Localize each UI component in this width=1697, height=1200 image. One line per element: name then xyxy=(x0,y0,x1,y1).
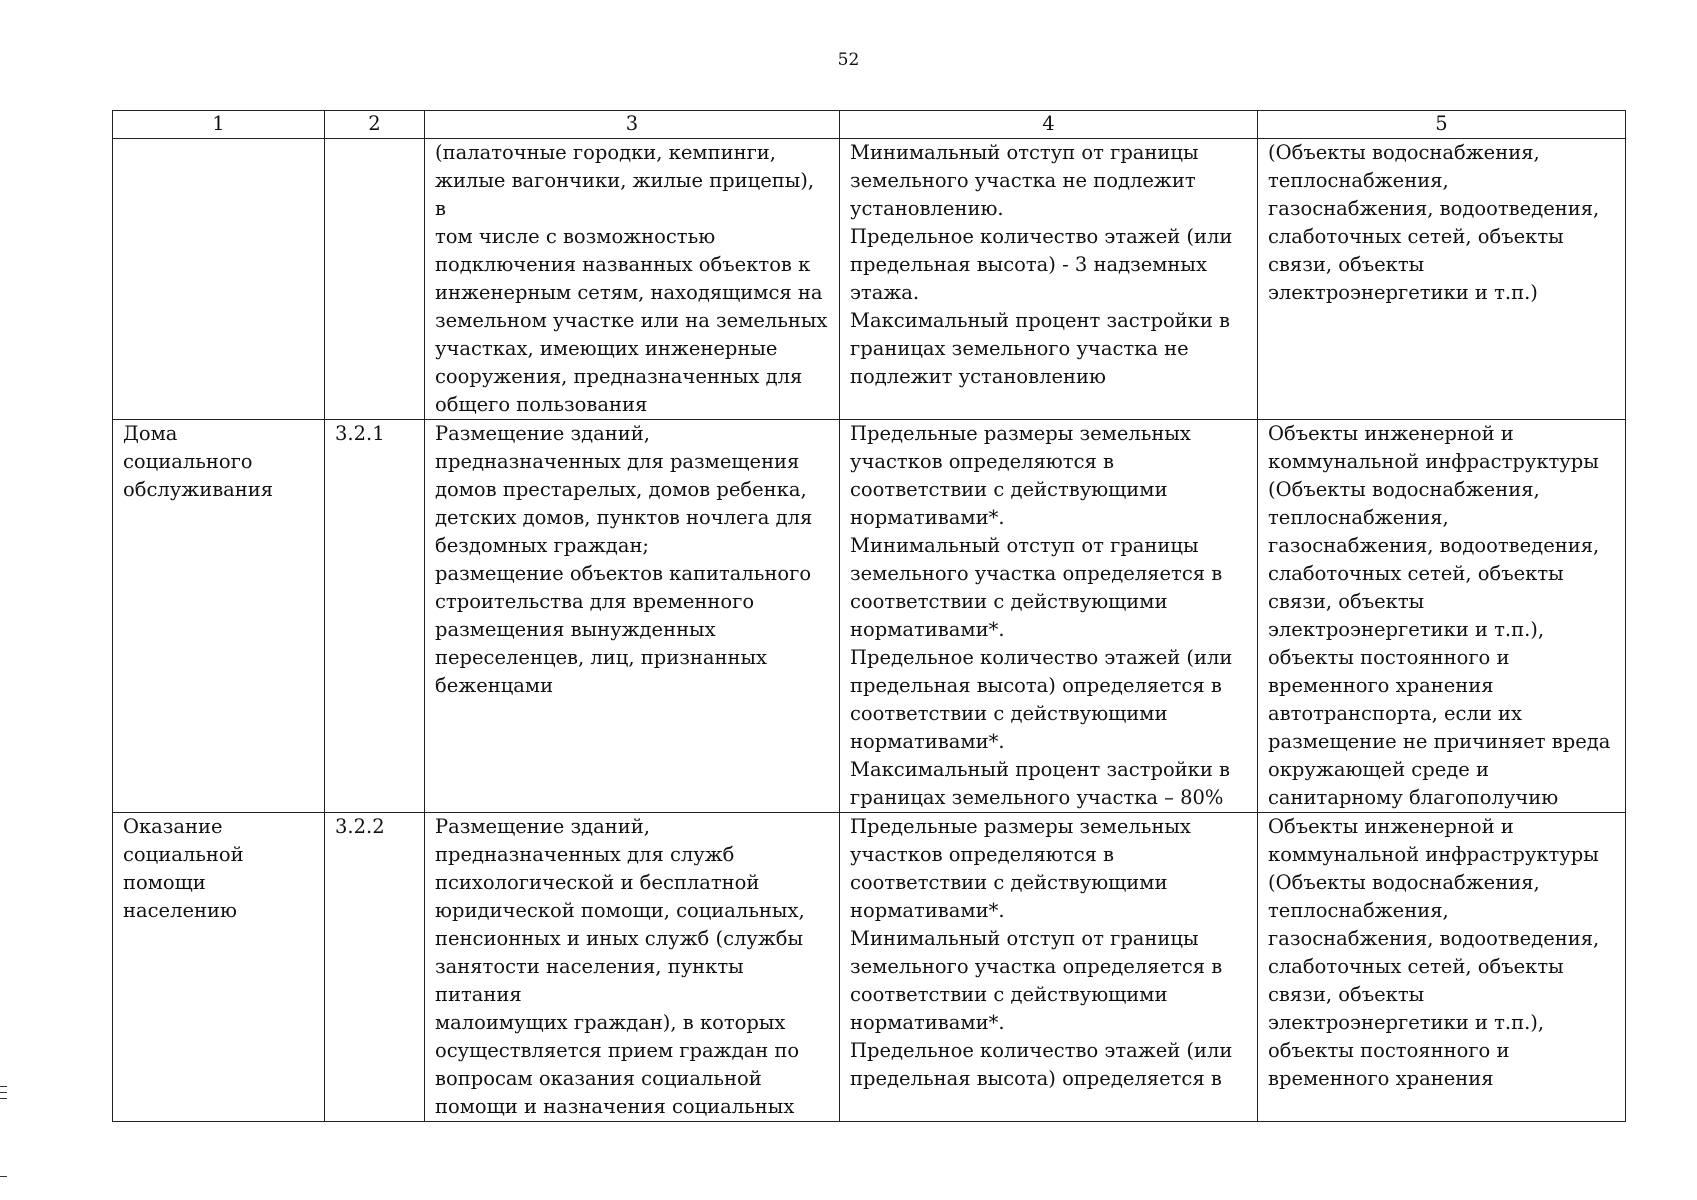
margin-mark xyxy=(0,1092,7,1093)
header-col-2: 2 xyxy=(325,111,425,139)
use-description-cell: Размещение зданий, предназначенных для размещения домов престарелых, домов ребенка, детских домов, пунктов ночлега для бездомных граждан; размещение объектов капитального строительства для временного размещения вынужденных переселенцев, лиц, признанных беженцами xyxy=(425,420,840,813)
header-row xyxy=(113,111,1626,139)
header-col-5: 5 xyxy=(1258,111,1626,139)
use-description-cell: Размещение зданий, предназначенных для служб психологической и бесплатной юридической помощи, социальных, пенсионных и иных служб (службы занятости населения, пункты питания малоимущих граждан), в которых осуществляется прием граждан по вопросам оказания социальной помощи и назначения социальных xyxy=(425,813,840,1122)
use-code-cell xyxy=(325,139,425,420)
use-code-cell: 3.2.2 xyxy=(325,813,425,1122)
auxiliary-uses-cell: (Объекты водоснабжения, теплоснабжения, газоснабжения, водоотведения, слаботочных сетей, объекты связи, объекты электроэнергетики и т.п.) xyxy=(1258,139,1626,420)
header-col-4: 4 xyxy=(840,111,1258,139)
margin-mark xyxy=(0,1176,7,1177)
parameters-cell: Предельные размеры земельных участков определяются в соответствии с действующими нормативами*. Минимальный отступ от границы земельного участка определяется в соответствии с действующими нормативами*. Предельное количество этажей (или предельная высота) определяется в соответствии с действующими нормативами*. Максимальный процент застройки в границах земельного участка – 80% xyxy=(840,420,1258,813)
table-row xyxy=(113,139,1626,420)
page-number: 52 xyxy=(837,50,860,70)
parameters-cell: Минимальный отступ от границы земельного участка не подлежит установлению. Предельное количество этажей (или предельная высота) - 3 надземных этажа. Максимальный процент застройки в границах земельного участка не подлежит установлению xyxy=(840,139,1258,420)
auxiliary-uses-cell: Объекты инженерной и коммунальной инфраструктуры (Объекты водоснабжения, теплоснабжения, газоснабжения, водоотведения, слаботочных сетей, объекты связи, объекты электроэнергетики и т.п.), объекты постоянного и временного хранения автотранспорта, если их размещение не причиняет вреда окружающей среде и санитарному благополучию xyxy=(1258,420,1626,813)
parameters-cell: Предельные размеры земельных участков определяются в соответствии с действующими нормативами*. Минимальный отступ от границы земельного участка определяется в соответствии с действующими нормативами*. Предельное количество этажей (или предельная высота) определяется в xyxy=(840,813,1258,1122)
header-col-1: 1 xyxy=(113,111,325,139)
table-row xyxy=(113,813,1626,1122)
margin-mark xyxy=(0,1086,7,1087)
header-col-3: 3 xyxy=(425,111,840,139)
use-code-cell: 3.2.1 xyxy=(325,420,425,813)
table-row xyxy=(113,420,1626,813)
margin-mark xyxy=(0,1098,7,1099)
use-name-cell: Оказание социальной помощи населению xyxy=(113,813,325,1122)
use-description-cell: (палаточные городки, кемпинги, жилые вагончики, жилые прицепы), в том числе с возможностью подключения названных объектов к инженерным сетям, находящимся на земельном участке или на земельных участках, имеющих инженерные сооружения, предназначенных для общего пользования xyxy=(425,139,840,420)
use-name-cell: Дома социального обслуживания xyxy=(113,420,325,813)
auxiliary-uses-cell: Объекты инженерной и коммунальной инфраструктуры (Объекты водоснабжения, теплоснабжения, газоснабжения, водоотведения, слаботочных сетей, объекты связи, объекты электроэнергетики и т.п.), объекты постоянного и временного хранения xyxy=(1258,813,1626,1122)
land-use-table xyxy=(112,110,1626,1122)
use-name-cell xyxy=(113,139,325,420)
